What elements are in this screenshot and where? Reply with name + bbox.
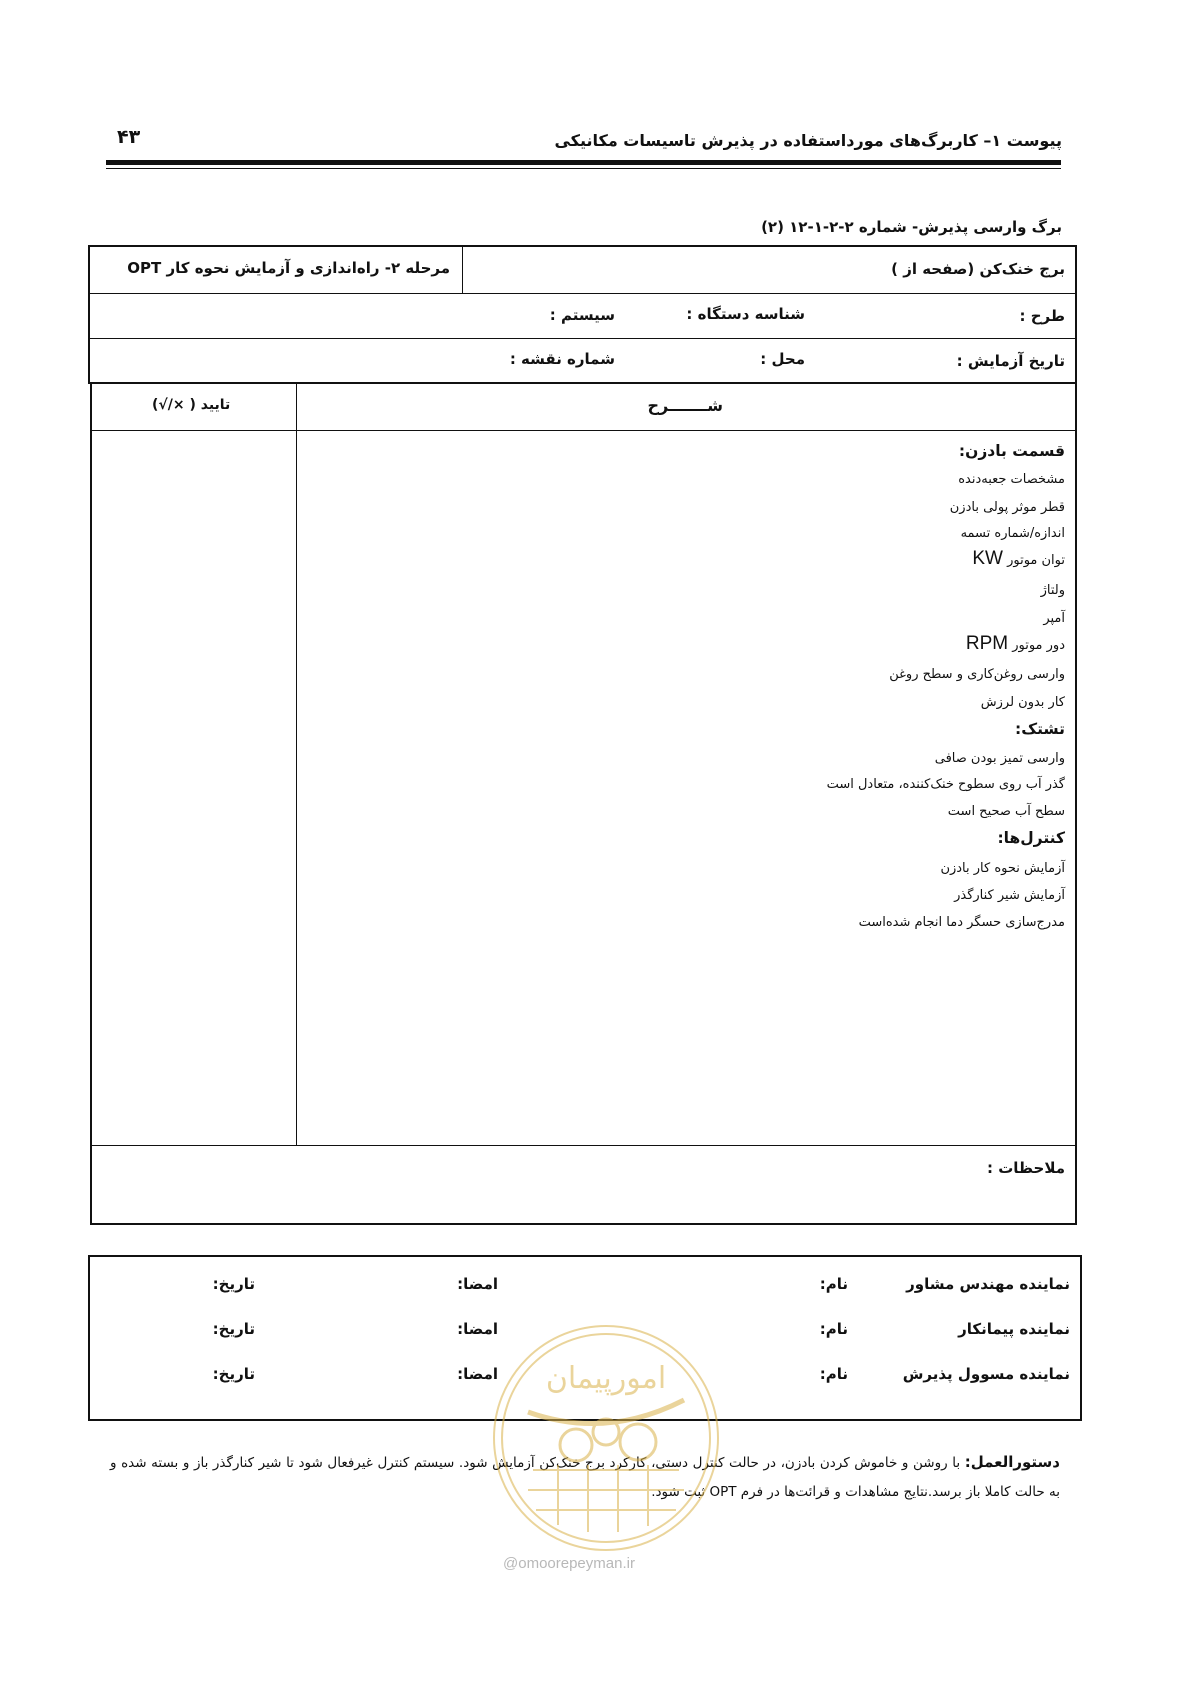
description-header: شـــــــرح xyxy=(647,396,723,415)
list-item: آزمایش شیر کنارگذر xyxy=(954,888,1065,903)
drawing-number-label: شماره نقشه : xyxy=(509,350,615,368)
signature-label: امضا: xyxy=(457,1275,498,1293)
list-item: گذر آب روی سطوح خنک‌کننده، متعادل است xyxy=(826,777,1065,792)
checklist-table xyxy=(90,384,1077,1225)
list-item: کار بدون لرزش xyxy=(980,695,1065,710)
checklist-header-divider xyxy=(92,430,1075,431)
list-item: آمپر xyxy=(1043,611,1065,626)
test-date-label: تاریخ آزمایش : xyxy=(956,352,1065,370)
list-item: آزمایش نحوه کار بادزن xyxy=(940,861,1065,876)
list-item: ولتاژ xyxy=(1040,583,1065,598)
section-title-fan: قسمت بادزن: xyxy=(958,442,1065,460)
date-label: تاریخ: xyxy=(212,1365,255,1383)
watermark-logo xyxy=(488,1320,724,1556)
list-item xyxy=(966,633,1065,655)
info-row-divider xyxy=(90,338,1075,339)
system-label: سیستم : xyxy=(549,306,615,324)
signature-role: نماینده پیمانکار xyxy=(958,1320,1070,1338)
name-label: نام: xyxy=(819,1320,848,1338)
list-item: سطح آب صحیح است xyxy=(947,804,1065,819)
date-label: تاریخ: xyxy=(212,1320,255,1338)
info-table xyxy=(88,245,1077,384)
project-label: طرح : xyxy=(1019,307,1065,325)
item-text: دور موتور xyxy=(1012,638,1065,653)
name-label: نام: xyxy=(819,1275,848,1293)
signature-role: نماینده مهندس مشاور xyxy=(906,1275,1070,1293)
name-label: نام: xyxy=(819,1365,848,1383)
list-item: وارسی تمیز بودن صافی xyxy=(934,751,1065,766)
signature-role: نماینده مسوول پذیرش xyxy=(902,1365,1070,1383)
info-col-divider xyxy=(462,247,463,293)
section-title-controls: کنترل‌ها: xyxy=(997,829,1065,847)
approval-col-divider xyxy=(296,384,297,1145)
equipment-cell: برج خنک‌کن (صفحه از ) xyxy=(891,260,1065,278)
remarks-divider xyxy=(92,1145,1075,1146)
stage-cell: مرحله ۲- راه‌اندازی و آزمایش نحوه کار OPT xyxy=(127,259,450,277)
unit-kw: KW xyxy=(972,548,1003,569)
instructions-label: دستورالعمل: xyxy=(964,1453,1060,1471)
list-item: مدرج‌سازی حسگر دما انجام شده‌است xyxy=(858,915,1065,930)
list-item xyxy=(972,548,1065,570)
section-title-basin: تشتک: xyxy=(1015,720,1065,738)
watermark-url: @omoorepeyman.ir xyxy=(503,1555,635,1572)
location-label: محل : xyxy=(760,350,805,368)
remarks-label: ملاحظات : xyxy=(986,1159,1065,1177)
form-title: برگ وارسی پذیرش- شماره ۲-۲-۱-۱۲ (۲) xyxy=(761,218,1062,236)
list-item: اندازه/شماره تسمه xyxy=(960,526,1065,541)
running-title: پیوست ۱– کاربرگ‌های مورداستفاده در پذیرش تاسیسات مکانیکی xyxy=(554,131,1062,150)
instructions-text: با روشن و خاموش کردن بادزن، در حالت کنترل دستی، کارکرد برج خنک‌کن آزمایش شود. سیستم کنترل غیرفعال شود تا شیر کنارگذر باز و بسته شده و به حالت کاملا باز برسد.نتایج مشاهدات و قرائت‌ها در فرم OPT ثبت شود. xyxy=(110,1455,1060,1500)
page-number: ۴۳ xyxy=(117,126,141,148)
item-text: توان موتور xyxy=(1007,553,1065,568)
list-item: مشخصات جعبه‌دنده xyxy=(958,472,1065,487)
approval-header: تایید ( ×/√) xyxy=(152,397,231,413)
date-label: تاریخ: xyxy=(212,1275,255,1293)
signature-label: امضا: xyxy=(457,1365,498,1383)
list-item: وارسی روغن‌کاری و سطح روغن xyxy=(889,667,1065,682)
device-id-label: شناسه دستگاه : xyxy=(686,305,805,323)
unit-rpm: RPM xyxy=(965,633,1009,654)
signature-label: امضا: xyxy=(457,1320,498,1338)
header-rule xyxy=(106,160,1061,165)
header-rule-thin xyxy=(106,168,1061,169)
list-item: قطر موثر پولی بادزن xyxy=(949,500,1065,515)
watermark-logo-text: امورپیمان xyxy=(545,1361,667,1396)
info-row-divider xyxy=(90,293,1075,294)
